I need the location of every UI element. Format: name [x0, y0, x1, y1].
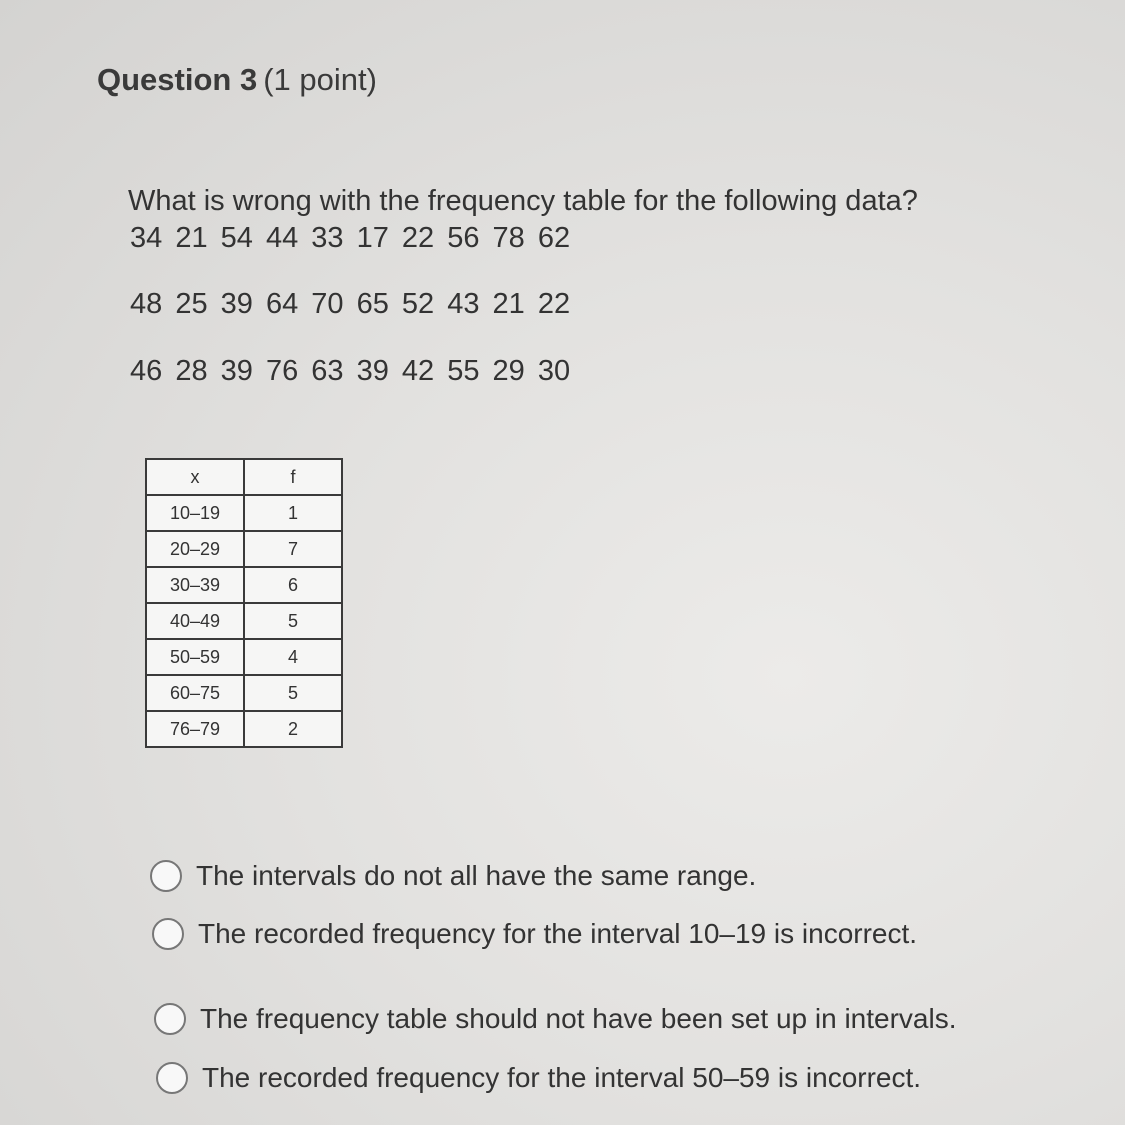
- question-header: [97, 60, 377, 100]
- answer-option-label[interactable]: The recorded frequency for the interval 50–59 is incorrect.: [202, 1062, 922, 1093]
- answer-option-label[interactable]: The frequency table should not have been set up in intervals.: [200, 1003, 957, 1034]
- column-header-x: x: [146, 459, 244, 495]
- radio-button[interactable]: [156, 1062, 188, 1094]
- table-row: [146, 603, 342, 639]
- frequency-cell: 1: [244, 495, 342, 531]
- frequency-table: [145, 458, 343, 748]
- frequency-cell: 7: [244, 531, 342, 567]
- interval-cell: 30–39: [146, 567, 244, 603]
- answer-option-3[interactable]: [154, 1001, 957, 1037]
- interval-cell: 20–29: [146, 531, 244, 567]
- interval-cell: 76–79: [146, 711, 244, 747]
- answer-option-4[interactable]: [156, 1060, 921, 1096]
- answer-option-2[interactable]: [152, 916, 917, 952]
- interval-cell: 40–49: [146, 603, 244, 639]
- table-row: [146, 495, 342, 531]
- table-row: [146, 711, 342, 747]
- radio-button[interactable]: [152, 918, 184, 950]
- table-row: [146, 639, 342, 675]
- frequency-cell: 4: [244, 639, 342, 675]
- radio-button[interactable]: [154, 1003, 186, 1035]
- data-row-1: 34 21 54 44 33 17 22 56 78 62: [130, 222, 571, 254]
- answer-option-label[interactable]: The intervals do not all have the same range.: [196, 860, 757, 891]
- frequency-cell: 2: [244, 711, 342, 747]
- interval-cell: 60–75: [146, 675, 244, 711]
- table-row: [146, 675, 342, 711]
- question-points: (1 point): [263, 62, 377, 97]
- question-title: Question 3: [97, 62, 258, 97]
- frequency-cell: 5: [244, 675, 342, 711]
- interval-cell: 10–19: [146, 495, 244, 531]
- data-row-2: 48 25 39 64 70 65 52 43 21 22: [130, 288, 571, 320]
- question-prompt: What is wrong with the frequency table for the following data?: [128, 185, 918, 217]
- frequency-cell: 6: [244, 567, 342, 603]
- frequency-cell: 5: [244, 603, 342, 639]
- answer-option-1[interactable]: [150, 858, 756, 894]
- table-row: [146, 531, 342, 567]
- table-row: [146, 567, 342, 603]
- radio-button[interactable]: [150, 860, 182, 892]
- column-header-f: f: [244, 459, 342, 495]
- answer-option-label[interactable]: The recorded frequency for the interval 10–19 is incorrect.: [198, 918, 918, 949]
- interval-cell: 50–59: [146, 639, 244, 675]
- table-header-row: [146, 459, 342, 495]
- data-row-3: 46 28 39 76 63 39 42 55 29 30: [130, 355, 571, 387]
